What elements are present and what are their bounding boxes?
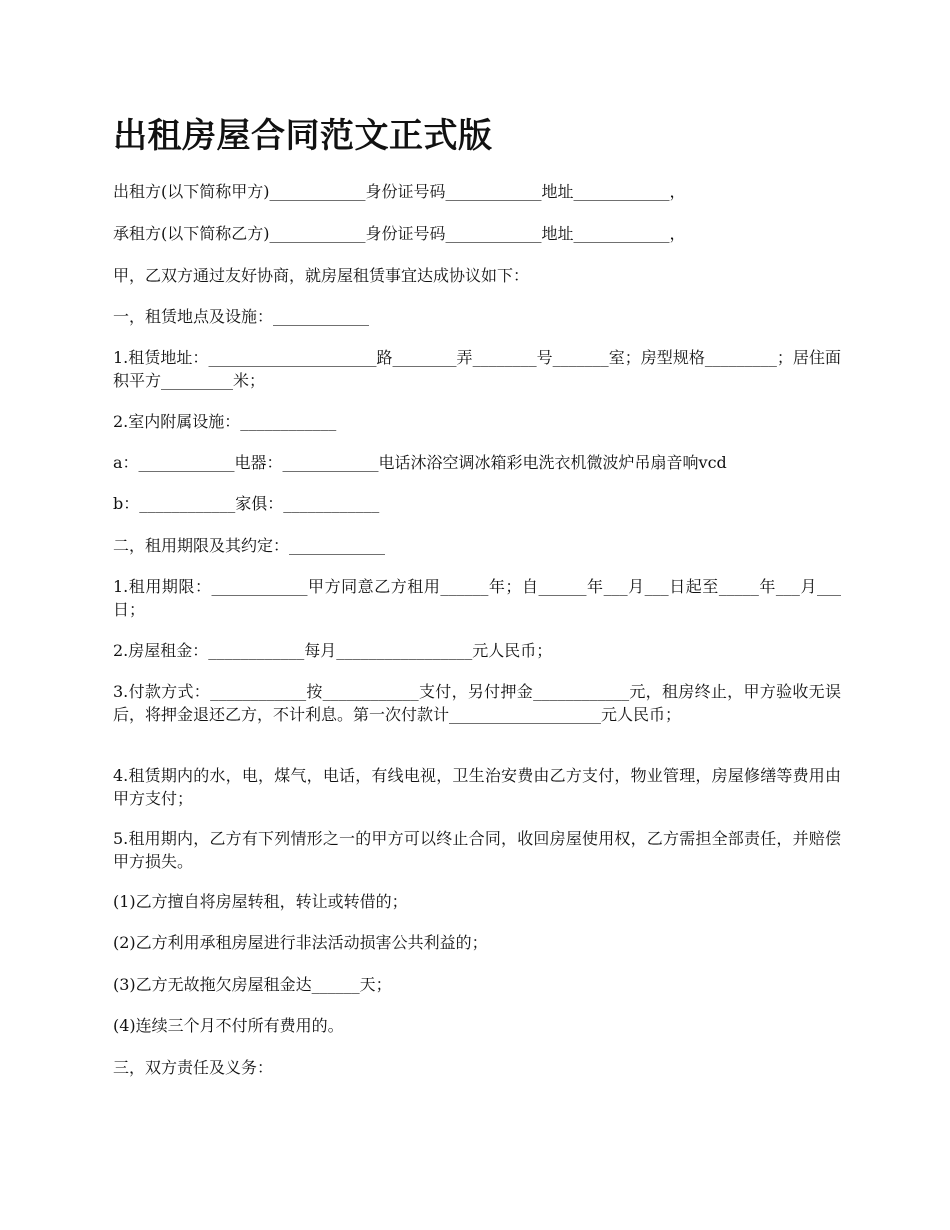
paragraph-utilities: 4.租赁期内的水，电，煤气，电话，有线电视，卫生治安费由乙方支付，物业管理，房屋修缮等费用由甲方支付； xyxy=(113,766,841,808)
paragraph-appliances: a：____________电器：____________电话沐浴空调冰箱彩电洗衣机微波炉吊扇音响vcd xyxy=(113,453,727,472)
list-item-sublet: (1)乙方擅自将房屋转租，转让或转借的； xyxy=(113,892,408,911)
section-heading-term: 二，租用期限及其约定：____________ xyxy=(113,536,386,555)
section-heading-location: 一，租赁地点及设施：____________ xyxy=(113,307,370,326)
paragraph-termination: 5.租用期内，乙方有下列情形之一的甲方可以终止合同，收回房屋使用权，乙方需担全部责任，并赔偿甲方损失。 xyxy=(113,829,841,871)
page-title: 出租房屋合同范文正式版 xyxy=(113,116,493,156)
paragraph-rental-term: 1.租用期限：____________甲方同意乙方租用______年；自______年___月___日起至_____年___月___日； xyxy=(113,577,841,619)
paragraph-agreement: 甲，乙双方通过友好协商，就房屋租赁事宜达成协议如下： xyxy=(113,266,530,285)
list-item-unpaid-fees: (4)连续三个月不付所有费用的。 xyxy=(113,1016,344,1035)
paragraph-lessor: 出租方(以下简称甲方)____________身份证号码____________地址____________， xyxy=(113,182,686,201)
paragraph-facilities: 2.室内附属设施：____________ xyxy=(113,412,337,431)
paragraph-furniture: b：____________家俱：____________ xyxy=(113,494,380,513)
paragraph-rental-address: 1.租赁地址：_____________________路________弄________号_______室；房型规格_________；居住面积平方_________米； xyxy=(113,348,841,390)
paragraph-rent: 2.房屋租金：____________每月_________________元人民币； xyxy=(113,641,553,660)
paragraph-payment: 3.付款方式：____________按____________支付，另付押金____________元，租房终止，甲方验收无误后，将押金退还乙方，不计利息。第一次付款计___________________元人民币； xyxy=(113,682,841,724)
section-heading-duties: 三，双方责任及义务： xyxy=(113,1058,274,1077)
paragraph-lessee: 承租方(以下简称乙方)____________身份证号码____________地址____________， xyxy=(113,224,686,243)
list-item-arrears: (3)乙方无故拖欠房屋租金达______天； xyxy=(113,975,392,994)
list-item-illegal-use: (2)乙方利用承租房屋进行非法活动损害公共利益的； xyxy=(113,933,488,952)
